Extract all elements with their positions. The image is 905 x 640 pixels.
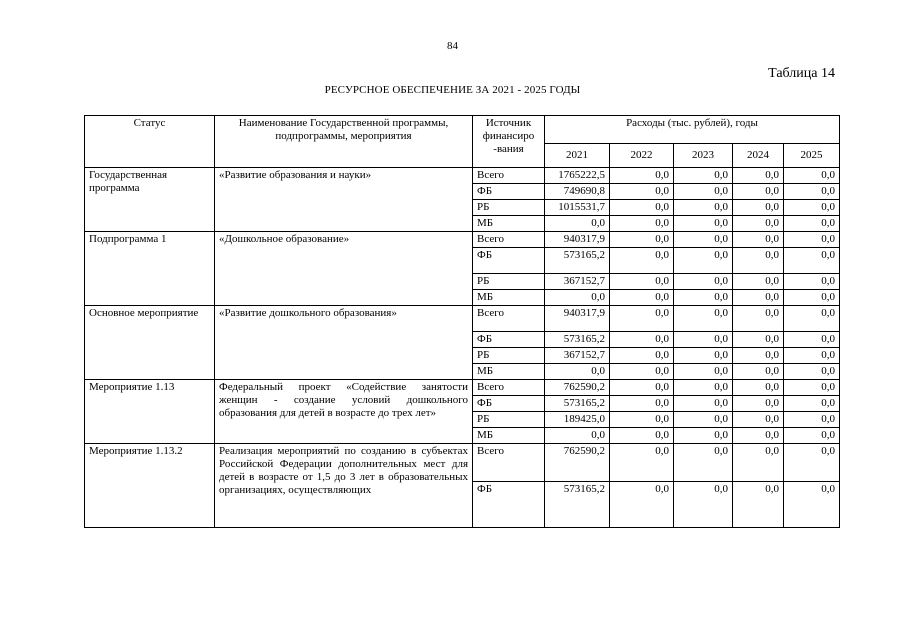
value-cell: 0,0 [674, 412, 733, 428]
resource-table [84, 115, 840, 528]
value-cell: 0,0 [733, 306, 784, 332]
value-cell: 0,0 [674, 332, 733, 348]
value-cell: 0,0 [545, 290, 610, 306]
source-cell: РБ [473, 348, 545, 364]
source-cell: МБ [473, 290, 545, 306]
value-cell: 0,0 [610, 290, 674, 306]
value-cell: 0,0 [610, 306, 674, 332]
value-cell: 0,0 [610, 248, 674, 274]
value-cell: 0,0 [674, 428, 733, 444]
value-cell: 0,0 [733, 200, 784, 216]
value-cell: 762590,2 [545, 380, 610, 396]
value-cell: 0,0 [784, 216, 840, 232]
table-label: Таблица 14 [768, 66, 835, 81]
value-cell: 0,0 [784, 348, 840, 364]
table-row [85, 306, 840, 332]
table-row [85, 232, 840, 248]
value-cell: 189425,0 [545, 412, 610, 428]
value-cell: 762590,2 [545, 444, 610, 482]
value-cell: 0,0 [733, 444, 784, 482]
value-cell: 0,0 [610, 428, 674, 444]
value-cell: 940317,9 [545, 232, 610, 248]
header-source: Источник финансиро -вания [473, 116, 545, 168]
value-cell: 0,0 [674, 364, 733, 380]
value-cell: 0,0 [784, 364, 840, 380]
value-cell: 749690,8 [545, 184, 610, 200]
value-cell: 0,0 [784, 306, 840, 332]
value-cell: 0,0 [733, 168, 784, 184]
value-cell: 0,0 [610, 184, 674, 200]
value-cell: 0,0 [674, 396, 733, 412]
value-cell: 0,0 [784, 428, 840, 444]
value-cell: 0,0 [610, 216, 674, 232]
value-cell: 0,0 [784, 168, 840, 184]
header-year: 2021 [545, 144, 610, 168]
name-cell: «Развитие дошкольного образования» [215, 306, 473, 380]
name-cell: «Дошкольное образование» [215, 232, 473, 306]
value-cell: 0,0 [610, 482, 674, 528]
value-cell: 0,0 [610, 348, 674, 364]
value-cell: 1765222,5 [545, 168, 610, 184]
header-year: 2023 [674, 144, 733, 168]
value-cell: 0,0 [674, 306, 733, 332]
value-cell: 573165,2 [545, 396, 610, 412]
value-cell: 573165,2 [545, 248, 610, 274]
source-cell: ФБ [473, 332, 545, 348]
value-cell: 0,0 [733, 428, 784, 444]
value-cell: 0,0 [784, 248, 840, 274]
value-cell: 0,0 [674, 348, 733, 364]
source-cell: ФБ [473, 248, 545, 274]
value-cell: 0,0 [545, 216, 610, 232]
value-cell: 0,0 [610, 380, 674, 396]
status-cell: Мероприятие 1.13.2 [85, 444, 215, 528]
table-row [85, 444, 840, 482]
value-cell: 0,0 [610, 168, 674, 184]
source-cell: ФБ [473, 482, 545, 528]
header-status: Статус [85, 116, 215, 168]
table-header [85, 116, 840, 168]
status-cell: Подпрограмма 1 [85, 232, 215, 306]
value-cell: 0,0 [610, 396, 674, 412]
value-cell: 573165,2 [545, 332, 610, 348]
source-cell: ФБ [473, 396, 545, 412]
header-year: 2025 [784, 144, 840, 168]
value-cell: 0,0 [610, 364, 674, 380]
value-cell: 0,0 [733, 232, 784, 248]
value-cell: 0,0 [674, 482, 733, 528]
status-cell: Государственная программа [85, 168, 215, 232]
value-cell: 0,0 [784, 274, 840, 290]
source-cell: РБ [473, 412, 545, 428]
value-cell: 0,0 [733, 184, 784, 200]
value-cell: 0,0 [674, 444, 733, 482]
source-cell: ФБ [473, 184, 545, 200]
page-number: 84 [447, 40, 458, 52]
source-cell: Всего [473, 168, 545, 184]
table-row [85, 168, 840, 184]
source-cell: РБ [473, 274, 545, 290]
value-cell: 0,0 [784, 482, 840, 528]
value-cell: 0,0 [784, 232, 840, 248]
value-cell: 0,0 [733, 482, 784, 528]
document-title: РЕСУРСНОЕ ОБЕСПЕЧЕНИЕ ЗА 2021 - 2025 ГОДЫ [324, 84, 581, 96]
value-cell: 0,0 [784, 412, 840, 428]
source-cell: МБ [473, 428, 545, 444]
value-cell: 0,0 [784, 200, 840, 216]
table-row [85, 380, 840, 396]
value-cell: 0,0 [674, 248, 733, 274]
value-cell: 0,0 [784, 396, 840, 412]
source-cell: Всего [473, 306, 545, 332]
value-cell: 0,0 [674, 200, 733, 216]
value-cell: 0,0 [733, 412, 784, 428]
value-cell: 0,0 [674, 184, 733, 200]
value-cell: 0,0 [674, 232, 733, 248]
value-cell: 0,0 [733, 396, 784, 412]
value-cell: 0,0 [784, 290, 840, 306]
table-body [85, 168, 840, 528]
value-cell: 0,0 [545, 428, 610, 444]
value-cell: 1015531,7 [545, 200, 610, 216]
value-cell: 0,0 [733, 380, 784, 396]
source-cell: МБ [473, 216, 545, 232]
value-cell: 0,0 [610, 232, 674, 248]
header-name: Наименование Государственной программы, подпрограммы, мероприятия [215, 116, 473, 168]
value-cell: 0,0 [610, 200, 674, 216]
header-year: 2024 [733, 144, 784, 168]
name-cell: «Развитие образования и науки» [215, 168, 473, 232]
source-cell: Всего [473, 380, 545, 396]
value-cell: 0,0 [545, 364, 610, 380]
value-cell: 0,0 [733, 364, 784, 380]
source-cell: МБ [473, 364, 545, 380]
value-cell: 0,0 [610, 412, 674, 428]
value-cell: 0,0 [610, 274, 674, 290]
header-year: 2022 [610, 144, 674, 168]
name-cell: Реализация мероприятий по созданию в субъектах Российской Федерации дополнительных мест для детей в возрасте от 1,5 до 3 лет в образовательных организациях, осуществляющих [215, 444, 473, 528]
value-cell: 367152,7 [545, 274, 610, 290]
value-cell: 0,0 [733, 248, 784, 274]
value-cell: 367152,7 [545, 348, 610, 364]
value-cell: 0,0 [733, 290, 784, 306]
status-cell: Основное мероприятие [85, 306, 215, 380]
value-cell: 0,0 [784, 380, 840, 396]
value-cell: 0,0 [784, 444, 840, 482]
value-cell: 0,0 [674, 168, 733, 184]
value-cell: 940317,9 [545, 306, 610, 332]
source-cell: Всего [473, 232, 545, 248]
name-cell: Федеральный проект «Содействие занятости женщин - создание условий дошкольного образования для детей в возрасте до трех лет» [215, 380, 473, 444]
value-cell: 0,0 [674, 216, 733, 232]
value-cell: 0,0 [610, 332, 674, 348]
value-cell: 0,0 [610, 444, 674, 482]
value-cell: 0,0 [733, 216, 784, 232]
status-cell: Мероприятие 1.13 [85, 380, 215, 444]
value-cell: 0,0 [733, 348, 784, 364]
value-cell: 573165,2 [545, 482, 610, 528]
source-cell: Всего [473, 444, 545, 482]
source-cell: РБ [473, 200, 545, 216]
value-cell: 0,0 [674, 290, 733, 306]
value-cell: 0,0 [784, 332, 840, 348]
header-expenses: Расходы (тыс. рублей), годы [545, 116, 840, 144]
value-cell: 0,0 [733, 332, 784, 348]
value-cell: 0,0 [674, 274, 733, 290]
value-cell: 0,0 [674, 380, 733, 396]
value-cell: 0,0 [733, 274, 784, 290]
value-cell: 0,0 [784, 184, 840, 200]
